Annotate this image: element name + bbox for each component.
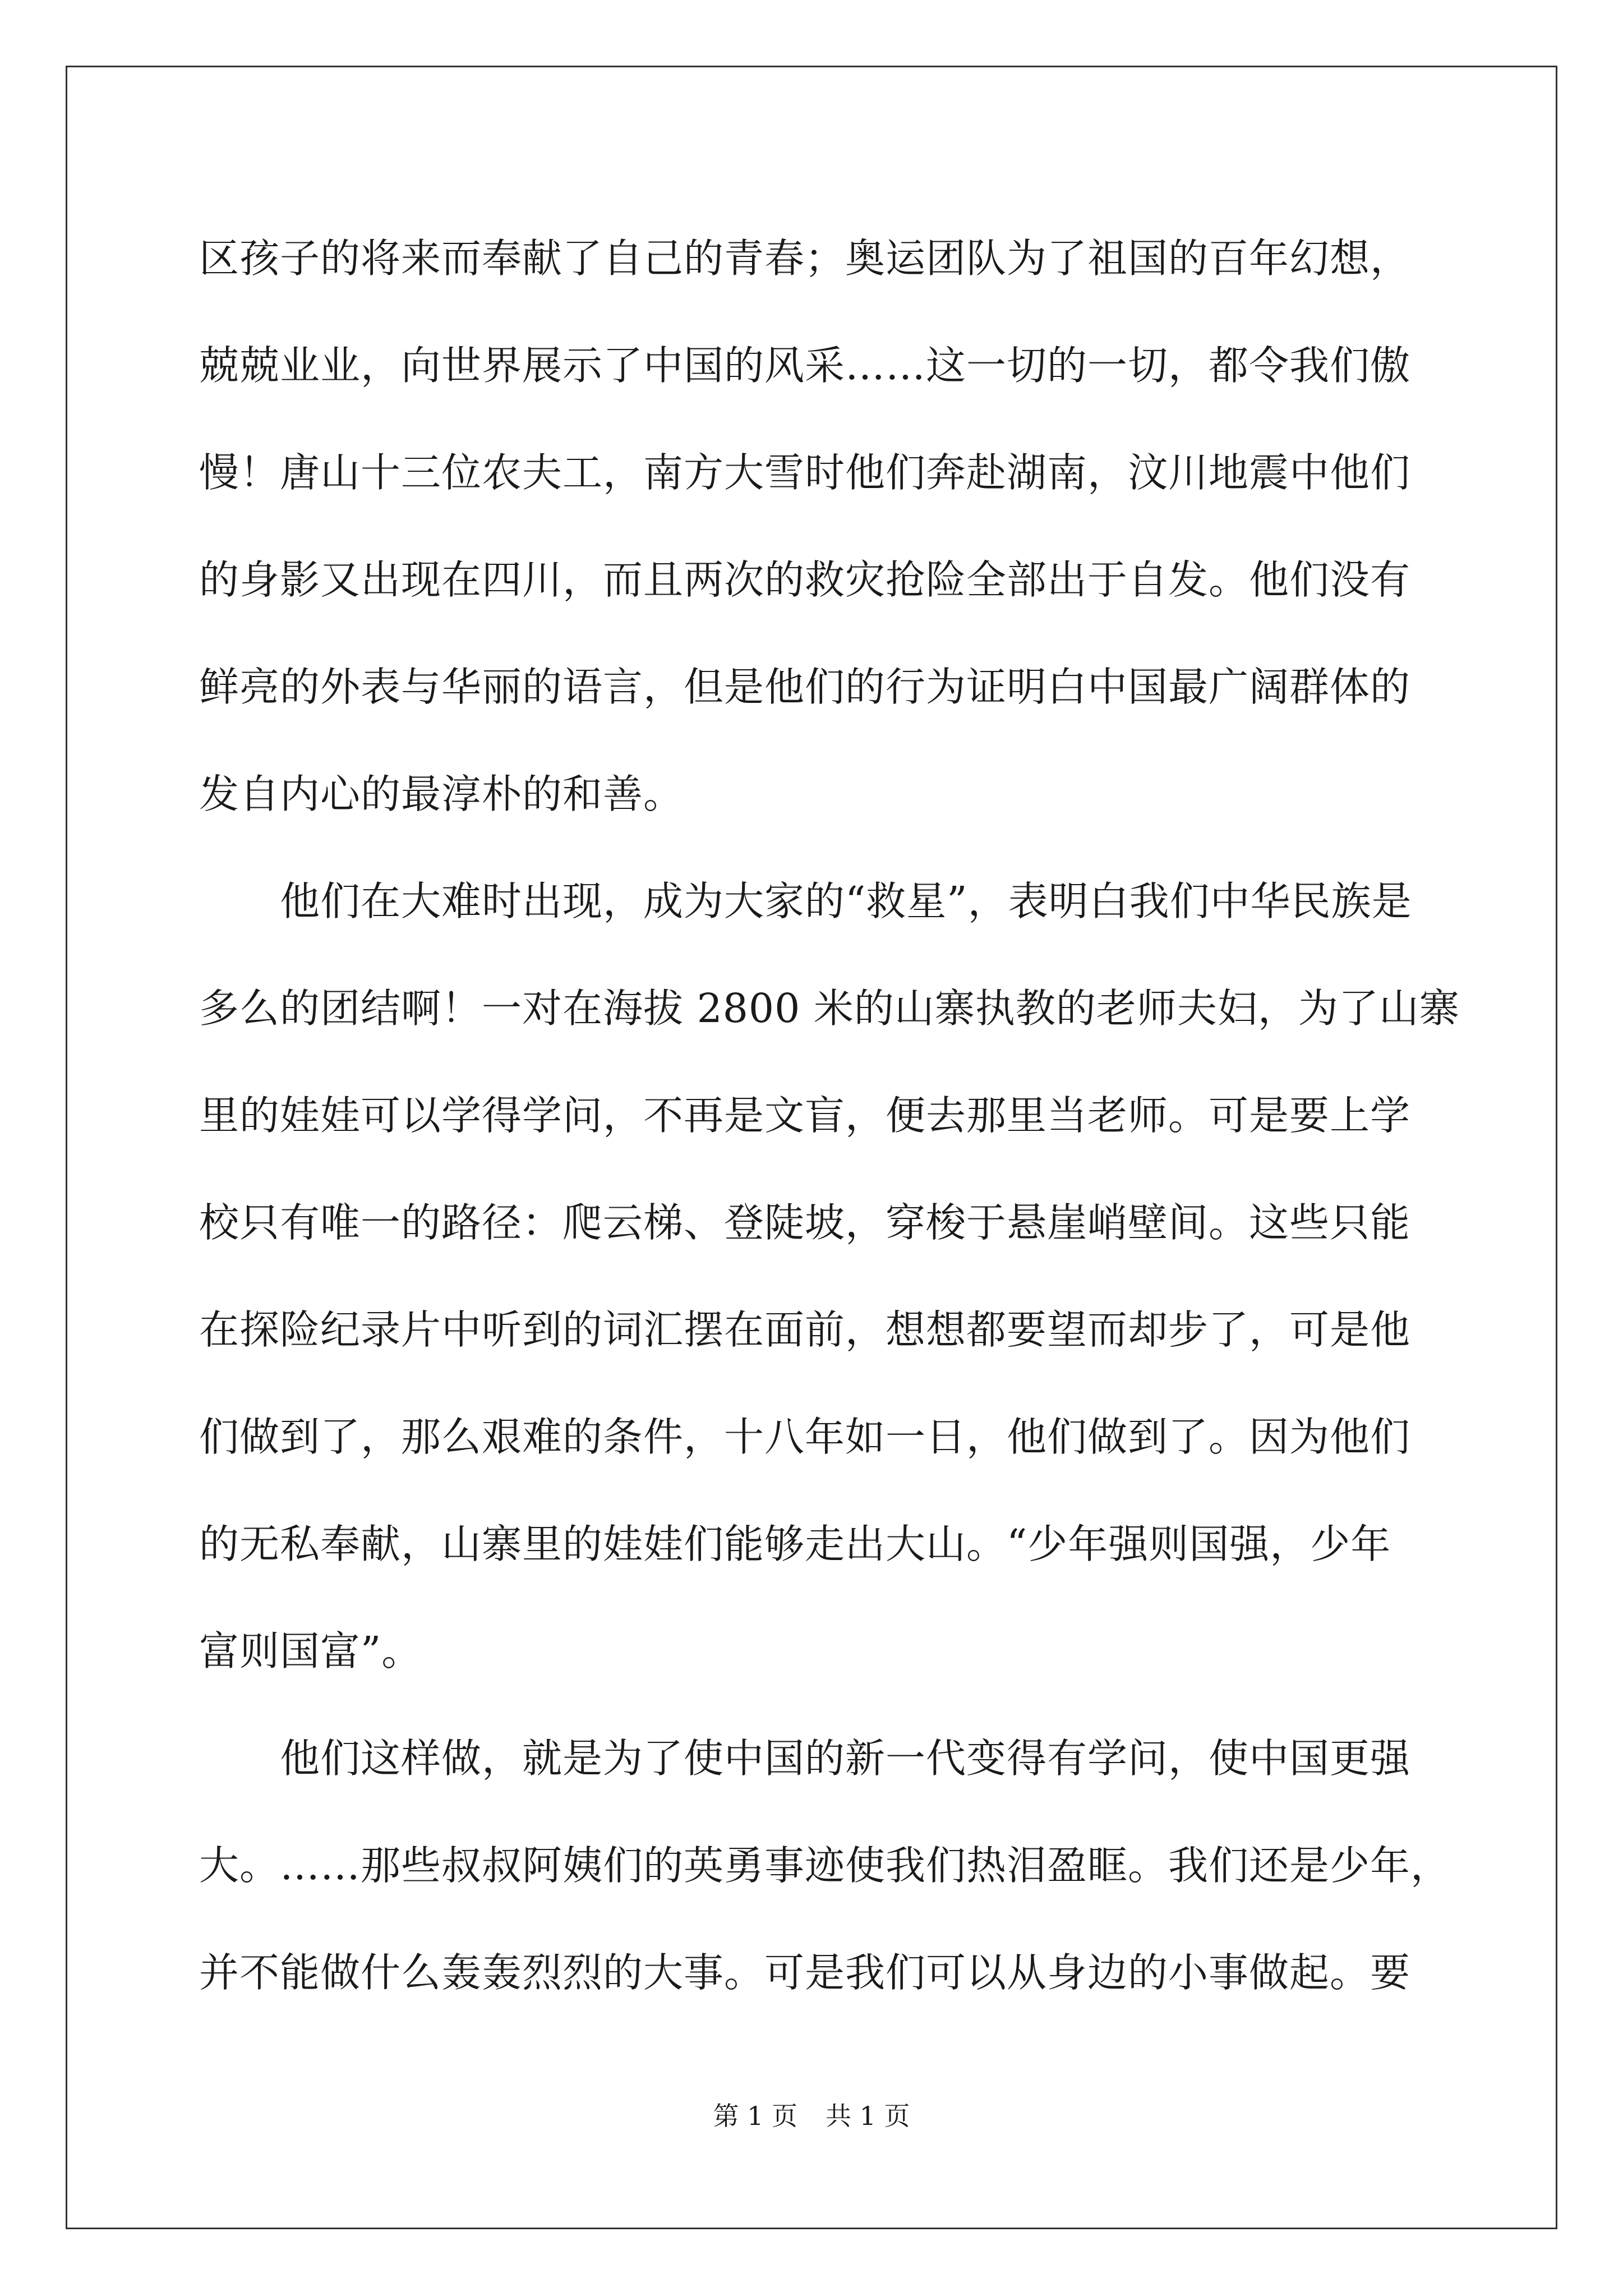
- text-line: 多么的团结啊！一对在海拔 2800 米的山寨执教的老师夫妇，为了山寨: [199, 985, 1460, 1032]
- text-line: 大。……那些叔叔阿姨们的英勇事迹使我们热泪盈眶。我们还是少年，: [199, 1842, 1451, 1889]
- text-line: 鲜亮的外表与华丽的语言，但是他们的行为证明白中国最广阔群体的: [199, 664, 1411, 710]
- text-line: 富则国富”。: [199, 1628, 422, 1674]
- document-body: [199, 205, 1460, 2026]
- text-line: 兢兢业业，向世界展示了中国的风采……这一切的一切，都令我们傲: [199, 342, 1411, 389]
- text-line: 他们在大难时出现，成为大家的“救星”，表明白我们中华民族是: [199, 878, 1412, 924]
- text-line: 里的娃娃可以学得学问，不再是文盲，便去那里当老师。可是要上学: [199, 1092, 1411, 1139]
- text-line: 校只有唯一的路径：爬云梯、登陡坡，穿梭于悬崖峭壁间。这些只能: [199, 1199, 1411, 1246]
- page-total: 共 1 页: [826, 2101, 910, 2131]
- text-line: 他们这样做，就是为了使中国的新一代变得有学问，使中国更强: [199, 1735, 1411, 1782]
- text-line: 慢！唐山十三位农夫工，南方大雪时他们奔赴湖南，汶川地震中他们: [199, 449, 1411, 496]
- page-number: 第 1 页: [713, 2101, 797, 2131]
- text-line: 的无私奉献，山寨里的娃娃们能够走出大山。“少年强则国强，少年: [199, 1521, 1391, 1567]
- text-line: 在探险纪录片中听到的词汇摆在面前，想想都要望而却步了，可是他: [199, 1306, 1411, 1353]
- text-line: 发自内心的最淳朴的和善。: [199, 771, 684, 817]
- text-line: 们做到了，那么艰难的条件，十八年如一日，他们做到了。因为他们: [199, 1414, 1411, 1460]
- page-footer: [0, 2099, 1623, 2133]
- text-line: 区孩子的将来而奉献了自己的青春；奥运团队为了祖国的百年幻想，: [199, 235, 1411, 282]
- text-line: 的身影又出现在四川，而且两次的救灾抢险全部出于自发。他们没有: [199, 556, 1411, 603]
- text-line: 并不能做什么轰轰烈烈的大事。可是我们可以从身边的小事做起。要: [199, 1949, 1411, 1996]
